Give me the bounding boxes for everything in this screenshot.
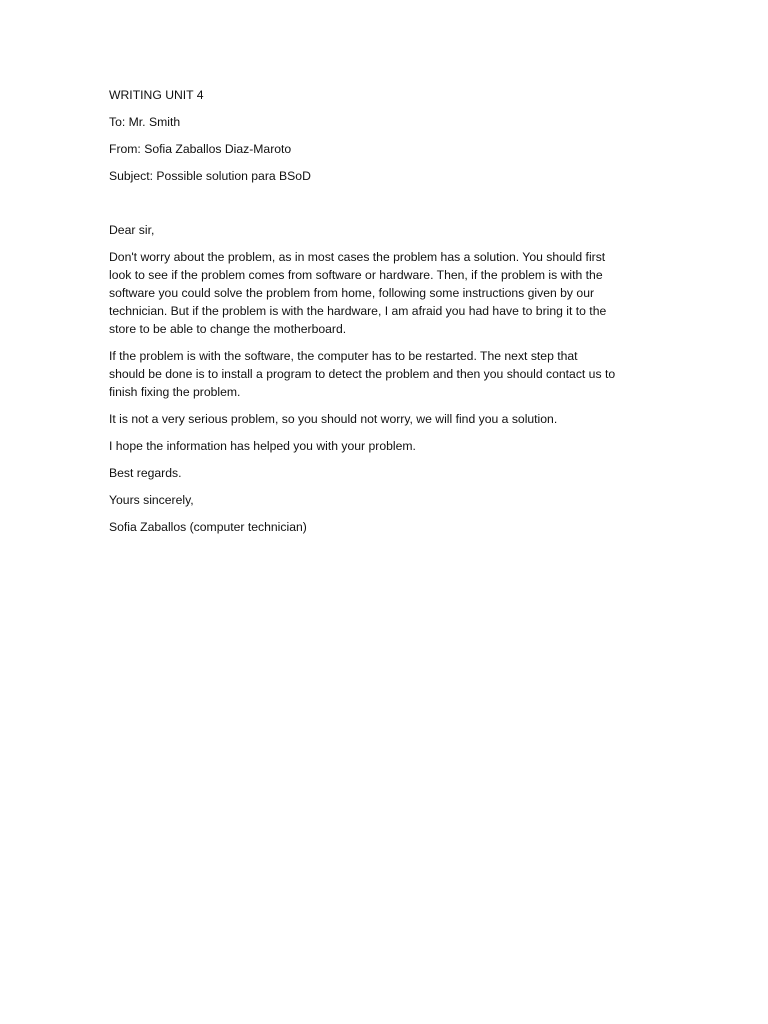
signature: Sofia Zaballos (computer technician) [109, 520, 307, 534]
greeting: Dear sir, [109, 223, 155, 237]
paragraph-1-line: look to see if the problem comes from software or hardware. Then, if the problem is with the [109, 268, 603, 282]
paragraph-4 [109, 437, 661, 455]
spacer [109, 194, 661, 221]
closing-yours-sincerely: Yours sincerely, [109, 493, 194, 507]
paragraph-1 [109, 248, 661, 338]
paragraph-2 [109, 347, 661, 401]
paragraph-1-line: technician. But if the problem is with the hardware, I am afraid you had have to bring it to the [109, 304, 607, 318]
sender-line: From: Sofia Zaballos Diaz-Maroto [109, 142, 292, 156]
paragraph-2-line: If the problem is with the software, the computer has to be restarted. The next step that [109, 349, 578, 363]
paragraph-1-line: store to be able to change the motherboard. [109, 322, 347, 336]
document-title: WRITING UNIT 4 [109, 88, 204, 102]
subject-line: Subject: Possible solution para BSoD [109, 169, 311, 183]
paragraph-1-line: Don't worry about the problem, as in most cases the problem has a solution. You should first [109, 250, 606, 264]
paragraph-4-line: I hope the information has helped you with your problem. [109, 439, 416, 453]
paragraph-3-line: It is not a very serious problem, so you should not worry, we will find you a solution. [109, 412, 558, 426]
letter-page [109, 86, 661, 545]
paragraph-2-line: finish fixing the problem. [109, 385, 241, 399]
paragraph-1-line: software you could solve the problem from home, following some instructions given by our [109, 286, 595, 300]
closing-best-regards: Best regards. [109, 466, 182, 480]
paragraph-2-line: should be done is to install a program to detect the problem and then you should contact us to [109, 367, 616, 381]
paragraph-3 [109, 410, 661, 428]
recipient-line: To: Mr. Smith [109, 115, 181, 129]
